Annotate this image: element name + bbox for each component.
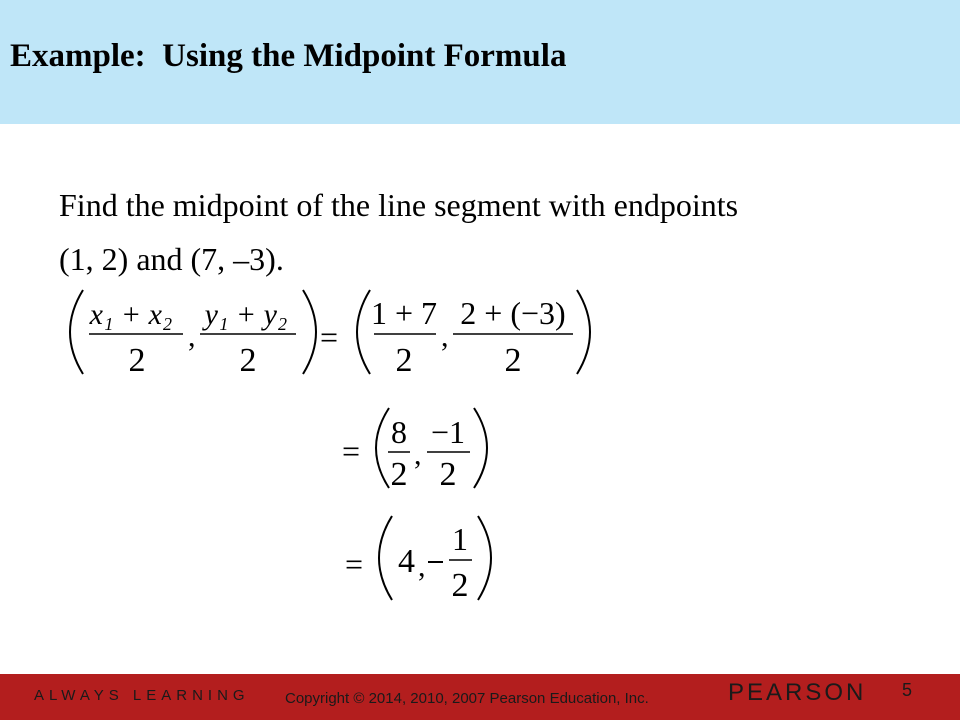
denominator: 2 [395, 342, 413, 379]
problem-line-1: Find the midpoint of the line segment with endpoints [59, 187, 739, 223]
y-numerator: −1 [430, 414, 466, 450]
lhs-x-numerator: x₁ + x₂ [89, 298, 173, 331]
lhs-y-numerator: y₁ + y₂ [204, 298, 288, 331]
denominator: 2 [439, 456, 457, 493]
comma: , [188, 320, 196, 353]
step-3-equation [345, 516, 491, 604]
x-numerator: 8 [391, 414, 407, 450]
step-2-equation [342, 408, 487, 493]
left-paren [70, 290, 83, 374]
comma: , [441, 320, 449, 353]
comma: , [418, 550, 426, 583]
equals-sign: = [342, 433, 361, 469]
footer-bar [0, 674, 960, 720]
denominator: 2 [504, 342, 522, 379]
equals-sign: = [345, 546, 364, 582]
right-paren [303, 290, 316, 374]
denominator: 2 [451, 567, 469, 604]
problem-line-2: (1, 2) and (7, –3). [59, 241, 284, 277]
slide-title: Example: Using the Midpoint Formula [10, 38, 567, 74]
right-paren [577, 290, 590, 374]
left-paren [357, 290, 370, 374]
pearson-logo: PEARSON [728, 679, 867, 706]
page-number: 5 [902, 680, 913, 700]
rhs-y-numerator: 2 + (−3) [460, 295, 566, 331]
left-paren [376, 408, 389, 488]
x-value: 4 [398, 543, 415, 580]
y-numerator: 1 [452, 521, 468, 557]
copyright-notice: Copyright © 2014, 2010, 2007 Pearson Education, Inc. [285, 690, 649, 707]
right-paren [478, 516, 491, 600]
equals-sign: = [320, 319, 339, 355]
denominator: 2 [239, 342, 257, 379]
denominator: 2 [128, 342, 146, 379]
right-paren [474, 408, 487, 488]
left-paren [379, 516, 392, 600]
step-1-equation [70, 290, 590, 379]
comma: , [414, 438, 422, 471]
denominator: 2 [390, 456, 408, 493]
rhs-x-numerator: 1 + 7 [370, 295, 438, 331]
tagline: ALWAYS LEARNING [34, 687, 250, 704]
